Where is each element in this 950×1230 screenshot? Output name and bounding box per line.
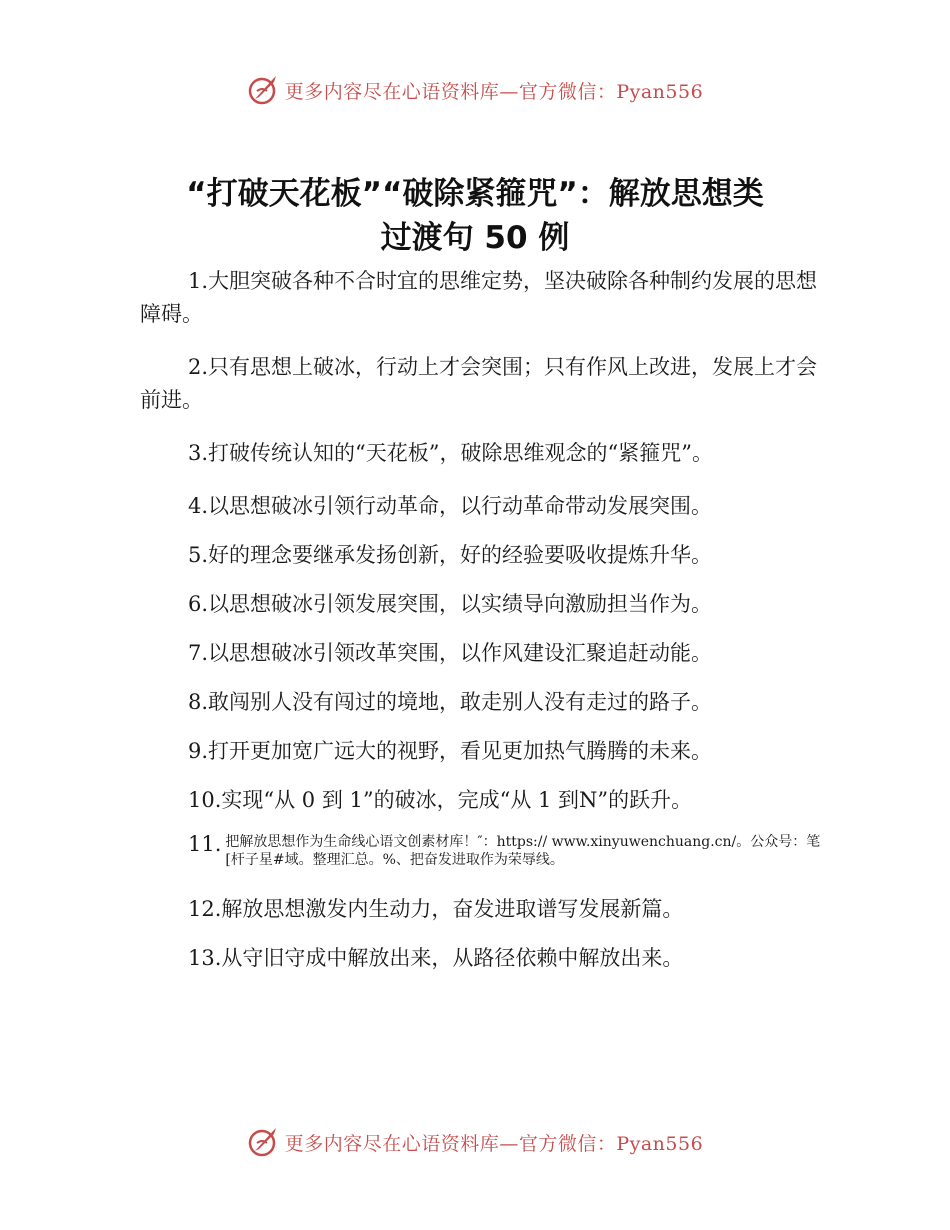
list-item-number: 11. bbox=[188, 832, 222, 856]
header-banner bbox=[0, 70, 950, 110]
quill-logo-icon bbox=[247, 73, 281, 107]
quill-logo-icon bbox=[247, 1125, 281, 1159]
list-item: 2.只有思想上破冰，行动上才会突围；只有作风上改进，发展上才会前进。 bbox=[140, 355, 818, 412]
page-title bbox=[100, 172, 850, 260]
list-item: 12.解放思想激发内生动力，奋发进取谱写发展新篇。 bbox=[188, 897, 684, 921]
list-item: 6.以思想破冰引领发展突围，以实绩导向激励担当作为。 bbox=[188, 592, 713, 616]
list-item: 8.敢闯别人没有闯过的境地，敢走别人没有走过的路子。 bbox=[188, 690, 713, 714]
document-body bbox=[140, 265, 830, 991]
list-item: 9.打开更加宽广远大的视野，看见更加热气腾腾的未来。 bbox=[188, 739, 713, 763]
footer-banner bbox=[0, 1122, 950, 1162]
list-item: 5.好的理念要继承发扬创新，好的经验要吸收提炼升华。 bbox=[188, 543, 713, 567]
title-line-2: 过渡句 50 例 bbox=[380, 220, 570, 256]
banner-text: 更多内容尽在心语资料库—官方微信：Pyan556 bbox=[284, 80, 704, 103]
list-item: 4.以思想破冰引领行动革命，以行动革命带动发展突围。 bbox=[188, 494, 713, 518]
list-item: 7.以思想破冰引领改革突围，以作风建设汇聚追赶动能。 bbox=[188, 641, 713, 665]
list-item-watermark bbox=[140, 833, 830, 869]
list-item: 13.从守旧守成中解放出来，从路径依赖中解放出来。 bbox=[188, 946, 684, 970]
list-item-text: 把解放思想作为生命线心语文创素材库！″：https:// www.xinyuwenchuang.cn/。公众号：笔[杆子星#域。整理汇总。%、把奋发进取作为荣辱线。 bbox=[225, 834, 821, 868]
title-line-1: “打破天花板”“破除紧箍咒”：解放思想类 bbox=[186, 176, 764, 212]
list-item: 10.实现“从 0 到 1”的破冰，完成“从 1 到N”的跃升。 bbox=[188, 788, 693, 812]
banner-text: 更多内容尽在心语资料库—官方微信：Pyan556 bbox=[284, 1132, 704, 1155]
list-item: 1.大胆突破各种不合时宜的思维定势，坚决破除各种制约发展的思想障碍。 bbox=[140, 269, 818, 326]
list-item: 3.打破传统认知的“天花板”，破除思维观念的“紧箍咒”。 bbox=[188, 441, 713, 465]
